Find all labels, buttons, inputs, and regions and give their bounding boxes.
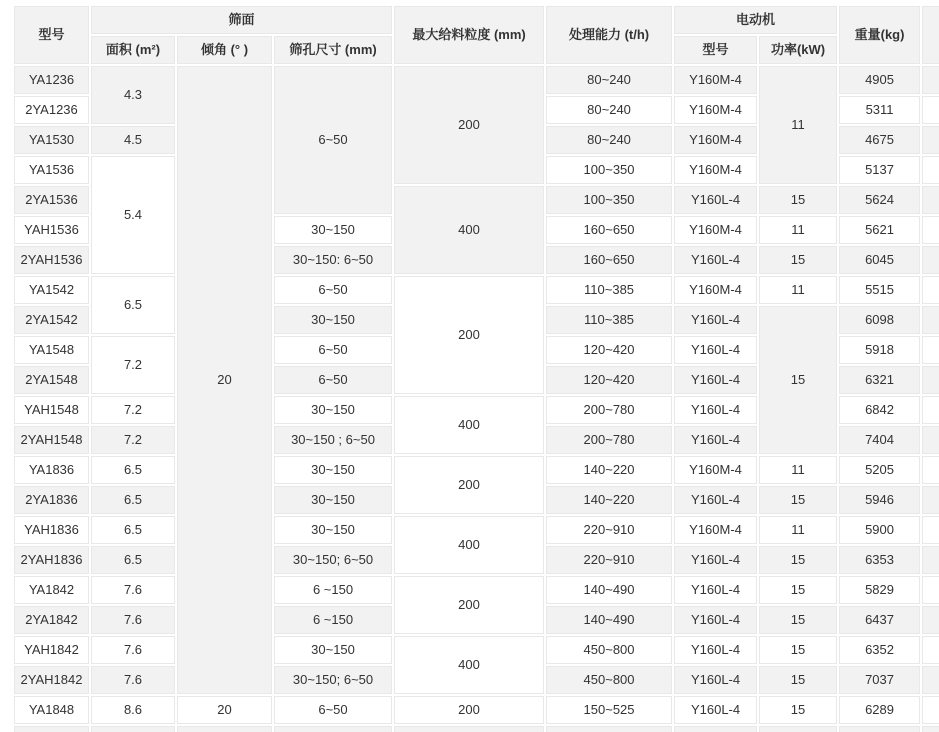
- capacity-cell: [546, 726, 672, 732]
- feed-cell: 400: [394, 636, 544, 694]
- col-header-aperture: 筛孔尺寸 (mm): [274, 36, 392, 64]
- power-cell: 11: [759, 456, 837, 484]
- extra-cell: [922, 336, 939, 364]
- model-cell: YA1836: [14, 456, 89, 484]
- motor-model-cell: [674, 726, 757, 732]
- model-cell: 2YAH1842: [14, 666, 89, 694]
- aperture-cell: [274, 726, 392, 732]
- aperture-cell: 30~150: [274, 456, 392, 484]
- aperture-cell: 30~150: [274, 486, 392, 514]
- col-header-model: 型号: [14, 6, 89, 64]
- capacity-cell: 150~525: [546, 696, 672, 724]
- extra-cell: [922, 186, 939, 214]
- motor-model-cell: Y160L-4: [674, 486, 757, 514]
- capacity-cell: 100~350: [546, 156, 672, 184]
- capacity-cell: 80~240: [546, 96, 672, 124]
- extra-cell: [922, 246, 939, 274]
- weight-cell: 7404: [839, 426, 920, 454]
- power-cell: 11: [759, 276, 837, 304]
- weight-cell: 6045: [839, 246, 920, 274]
- model-cell: 2YAH1836: [14, 546, 89, 574]
- model-cell: 2YA1842: [14, 606, 89, 634]
- model-cell: YA1842: [14, 576, 89, 604]
- power-cell: 15: [759, 576, 837, 604]
- capacity-cell: 120~420: [546, 366, 672, 394]
- motor-model-cell: Y160L-4: [674, 426, 757, 454]
- motor-model-cell: Y160M-4: [674, 456, 757, 484]
- model-cell: 2YAH1536: [14, 246, 89, 274]
- motor-model-cell: Y160M-4: [674, 156, 757, 184]
- motor-model-cell: Y160L-4: [674, 576, 757, 604]
- aperture-cell: 6 ~150: [274, 576, 392, 604]
- motor-model-cell: Y160L-4: [674, 606, 757, 634]
- capacity-cell: 450~800: [546, 636, 672, 664]
- aperture-cell: 6~50: [274, 366, 392, 394]
- incline-cell: 20: [177, 696, 272, 724]
- table-row: [14, 636, 939, 664]
- col-header-screen-surface: 筛面: [91, 6, 392, 34]
- weight-cell: 6437: [839, 606, 920, 634]
- weight-cell: 6353: [839, 546, 920, 574]
- aperture-cell: 6~50: [274, 276, 392, 304]
- model-cell: [14, 726, 89, 732]
- capacity-cell: 200~780: [546, 396, 672, 424]
- motor-model-cell: Y160M-4: [674, 516, 757, 544]
- extra-cell: [922, 456, 939, 484]
- motor-model-cell: Y160L-4: [674, 666, 757, 694]
- aperture-cell: 30~150: 6~50: [274, 246, 392, 274]
- motor-model-cell: Y160L-4: [674, 696, 757, 724]
- weight-cell: 6842: [839, 396, 920, 424]
- capacity-cell: 220~910: [546, 546, 672, 574]
- model-cell: 2YA1536: [14, 186, 89, 214]
- capacity-cell: 100~350: [546, 186, 672, 214]
- feed-cell: 400: [394, 516, 544, 574]
- model-cell: YAH1548: [14, 396, 89, 424]
- aperture-cell: 30~150: [274, 516, 392, 544]
- extra-cell: [922, 216, 939, 244]
- model-cell: YAH1842: [14, 636, 89, 664]
- incline-cell: [177, 726, 272, 732]
- model-cell: 2YAH1548: [14, 426, 89, 454]
- table-row: [14, 516, 939, 544]
- table-row: [14, 576, 939, 604]
- area-cell: 6.5: [91, 516, 175, 544]
- motor-model-cell: Y160L-4: [674, 546, 757, 574]
- extra-cell: [922, 576, 939, 604]
- motor-model-cell: Y160L-4: [674, 186, 757, 214]
- power-cell: 15: [759, 486, 837, 514]
- model-cell: YAH1536: [14, 216, 89, 244]
- motor-model-cell: Y160M-4: [674, 126, 757, 154]
- area-cell: 7.6: [91, 666, 175, 694]
- weight-cell: 5137: [839, 156, 920, 184]
- col-header-extra: [922, 6, 939, 64]
- aperture-cell: 30~150: [274, 396, 392, 424]
- col-header-weight: 重量(kg): [839, 6, 920, 64]
- area-cell: 8.6: [91, 696, 175, 724]
- extra-cell: [922, 666, 939, 694]
- table-row: [14, 66, 939, 94]
- header-row-1: [14, 6, 939, 34]
- capacity-cell: 160~650: [546, 216, 672, 244]
- aperture-cell: 30~150; 6~50: [274, 546, 392, 574]
- motor-model-cell: Y160L-4: [674, 396, 757, 424]
- incline-cell: 20: [177, 66, 272, 694]
- extra-cell: [922, 306, 939, 334]
- area-cell: 4.5: [91, 126, 175, 154]
- weight-cell: 5900: [839, 516, 920, 544]
- power-cell: 15: [759, 606, 837, 634]
- col-header-capacity: 处理能力 (t/h): [546, 6, 672, 64]
- col-header-power: 功率(kW): [759, 36, 837, 64]
- area-cell: 4.3: [91, 66, 175, 124]
- weight-cell: 5918: [839, 336, 920, 364]
- model-cell: YA1236: [14, 66, 89, 94]
- aperture-cell: 30~150: [274, 636, 392, 664]
- capacity-cell: 110~385: [546, 306, 672, 334]
- col-header-motor: 电动机: [674, 6, 837, 34]
- model-cell: 2YA1836: [14, 486, 89, 514]
- aperture-cell: 30~150; 6~50: [274, 666, 392, 694]
- extra-cell: [922, 366, 939, 394]
- capacity-cell: 140~220: [546, 486, 672, 514]
- aperture-cell: 6~50: [274, 336, 392, 364]
- vibrating-screen-spec-table: [12, 4, 939, 732]
- model-cell: YA1530: [14, 126, 89, 154]
- area-cell: 6.5: [91, 456, 175, 484]
- motor-model-cell: Y160M-4: [674, 276, 757, 304]
- weight-cell: 5624: [839, 186, 920, 214]
- extra-cell: [922, 516, 939, 544]
- extra-cell: [922, 696, 939, 724]
- capacity-cell: 220~910: [546, 516, 672, 544]
- extra-cell: [922, 156, 939, 184]
- capacity-cell: 80~240: [546, 126, 672, 154]
- table-row: [14, 696, 939, 724]
- model-cell: YA1536: [14, 156, 89, 184]
- power-cell: 11: [759, 66, 837, 184]
- feed-cell: 200: [394, 576, 544, 634]
- weight-cell: 6321: [839, 366, 920, 394]
- area-cell: 7.2: [91, 396, 175, 424]
- capacity-cell: 140~490: [546, 606, 672, 634]
- aperture-cell: 30~150: [274, 216, 392, 244]
- motor-model-cell: Y160L-4: [674, 336, 757, 364]
- power-cell: 15: [759, 246, 837, 274]
- capacity-cell: 450~800: [546, 666, 672, 694]
- weight-cell: 5311: [839, 96, 920, 124]
- model-cell: YA1848: [14, 696, 89, 724]
- col-header-max-feed: 最大给料粒度 (mm): [394, 6, 544, 64]
- area-cell: 7.6: [91, 576, 175, 604]
- power-cell: 15: [759, 546, 837, 574]
- extra-cell: [922, 396, 939, 424]
- col-header-area: 面积 (m²): [91, 36, 175, 64]
- extra-cell: [922, 126, 939, 154]
- area-cell: 7.6: [91, 606, 175, 634]
- weight-cell: 4905: [839, 66, 920, 94]
- weight-cell: 5621: [839, 216, 920, 244]
- extra-cell: [922, 96, 939, 124]
- col-header-motor-model: 型号: [674, 36, 757, 64]
- extra-cell: [922, 546, 939, 574]
- area-cell: 7.2: [91, 336, 175, 394]
- table-row-partial: [14, 726, 939, 732]
- weight-cell: 6352: [839, 636, 920, 664]
- aperture-cell: 30~150: [274, 306, 392, 334]
- extra-cell: [922, 726, 939, 732]
- weight-cell: 5515: [839, 276, 920, 304]
- model-cell: 2YA1542: [14, 306, 89, 334]
- motor-model-cell: Y160M-4: [674, 66, 757, 94]
- area-cell: [91, 726, 175, 732]
- extra-cell: [922, 486, 939, 514]
- motor-model-cell: Y160L-4: [674, 246, 757, 274]
- weight-cell: 5946: [839, 486, 920, 514]
- power-cell: [759, 726, 837, 732]
- area-cell: 6.5: [91, 276, 175, 334]
- weight-cell: 7037: [839, 666, 920, 694]
- capacity-cell: 80~240: [546, 66, 672, 94]
- extra-cell: [922, 606, 939, 634]
- power-cell: 15: [759, 636, 837, 664]
- weight-cell: 5829: [839, 576, 920, 604]
- power-cell: 15: [759, 696, 837, 724]
- capacity-cell: 140~490: [546, 576, 672, 604]
- model-cell: 2YA1236: [14, 96, 89, 124]
- capacity-cell: 200~780: [546, 426, 672, 454]
- weight-cell: 5205: [839, 456, 920, 484]
- model-cell: YAH1836: [14, 516, 89, 544]
- model-cell: 2YA1548: [14, 366, 89, 394]
- capacity-cell: 120~420: [546, 336, 672, 364]
- weight-cell: 6289: [839, 696, 920, 724]
- table-row: [14, 456, 939, 484]
- weight-cell: [839, 726, 920, 732]
- feed-cell: 200: [394, 66, 544, 184]
- capacity-cell: 160~650: [546, 246, 672, 274]
- area-cell: 5.4: [91, 156, 175, 274]
- weight-cell: 6098: [839, 306, 920, 334]
- motor-model-cell: Y160L-4: [674, 306, 757, 334]
- col-header-incline: 倾角 (° ): [177, 36, 272, 64]
- extra-cell: [922, 66, 939, 94]
- model-cell: YA1542: [14, 276, 89, 304]
- area-cell: 7.2: [91, 426, 175, 454]
- power-cell: 15: [759, 306, 837, 454]
- area-cell: 6.5: [91, 546, 175, 574]
- motor-model-cell: Y160M-4: [674, 96, 757, 124]
- feed-cell: [394, 726, 544, 732]
- feed-cell: 400: [394, 396, 544, 454]
- extra-cell: [922, 426, 939, 454]
- area-cell: 6.5: [91, 486, 175, 514]
- power-cell: 15: [759, 186, 837, 214]
- power-cell: 11: [759, 516, 837, 544]
- capacity-cell: 110~385: [546, 276, 672, 304]
- aperture-cell: 30~150 ; 6~50: [274, 426, 392, 454]
- extra-cell: [922, 276, 939, 304]
- extra-cell: [922, 636, 939, 664]
- feed-cell: 400: [394, 186, 544, 274]
- power-cell: 11: [759, 216, 837, 244]
- feed-cell: 200: [394, 456, 544, 514]
- model-cell: YA1548: [14, 336, 89, 364]
- motor-model-cell: Y160L-4: [674, 366, 757, 394]
- weight-cell: 4675: [839, 126, 920, 154]
- table-row: [14, 276, 939, 304]
- feed-cell: 200: [394, 696, 544, 724]
- feed-cell: 200: [394, 276, 544, 394]
- power-cell: 15: [759, 666, 837, 694]
- area-cell: 7.6: [91, 636, 175, 664]
- motor-model-cell: Y160L-4: [674, 636, 757, 664]
- aperture-cell: 6~50: [274, 66, 392, 214]
- aperture-cell: 6~50: [274, 696, 392, 724]
- capacity-cell: 140~220: [546, 456, 672, 484]
- motor-model-cell: Y160M-4: [674, 216, 757, 244]
- aperture-cell: 6 ~150: [274, 606, 392, 634]
